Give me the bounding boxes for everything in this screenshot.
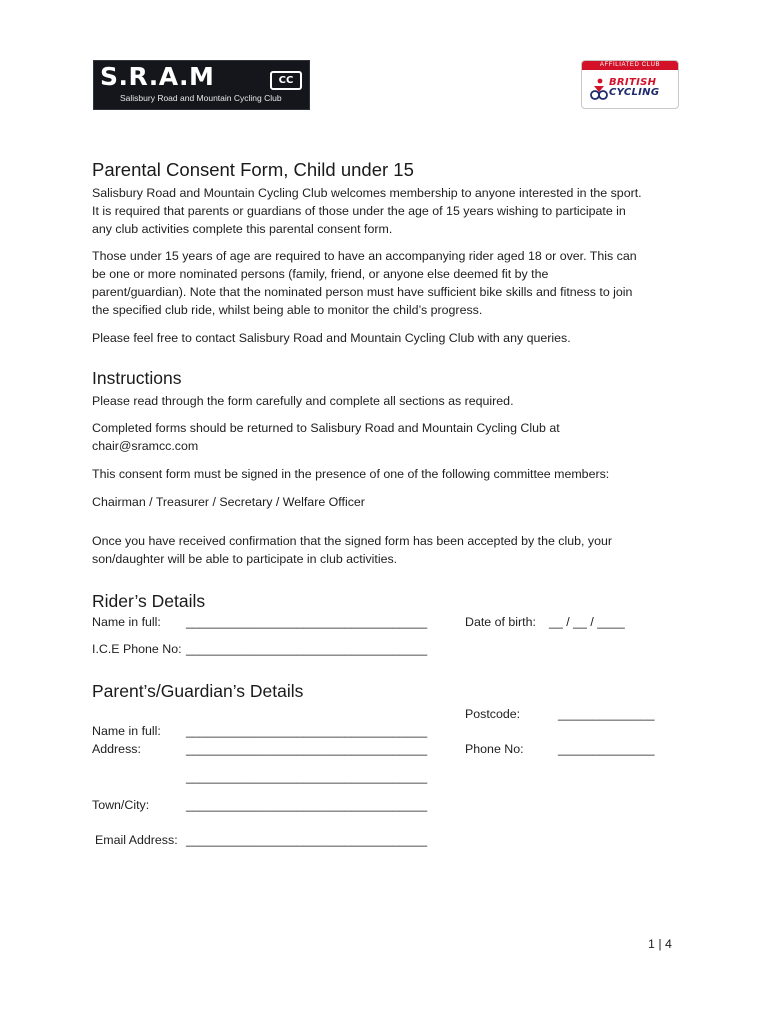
- instructions-line: Please read through the form carefully and complete all sections as required.: [92, 394, 514, 408]
- guardian-details-heading: Parent’s/Guardian’s Details: [92, 681, 304, 701]
- sram-logo-subtitle: Salisbury Road and Mountain Cycling Club: [120, 93, 282, 103]
- instructions-heading: Instructions: [92, 368, 182, 388]
- guardian-phone-field[interactable]: ______________: [558, 742, 655, 756]
- rider-details-heading: Rider’s Details: [92, 591, 206, 611]
- intro-line: any club activities complete this parental consent form.: [92, 222, 393, 236]
- british-cycling-logo: [581, 60, 679, 109]
- contact-email[interactable]: chair@sramcc.com: [92, 439, 199, 453]
- instructions-line: son/daughter will be able to participate in club activities.: [92, 552, 398, 566]
- guardian-address-label: Address:: [92, 742, 141, 756]
- intro-line: parent/guardian). Note that the nominated person must have sufficient bike skills and fitness to join: [92, 285, 633, 299]
- guardian-town-field[interactable]: ___________________________________: [186, 798, 428, 812]
- guardian-name-field[interactable]: ___________________________________: [186, 724, 428, 738]
- sram-logo-cc: CC: [270, 71, 302, 90]
- instructions-line: This consent form must be signed in the presence of one of the following committee members:: [92, 467, 610, 481]
- guardian-phone-label: Phone No:: [465, 742, 524, 756]
- intro-line: It is required that parents or guardians of those under the age of 15 years wishing to participate in: [92, 204, 626, 218]
- sram-logo-letters: S.R.A.M: [100, 62, 215, 91]
- intro-line: be one or more nominated persons (family, friend, or anyone else deemed fit by the: [92, 267, 549, 281]
- british-cycling-line2: CYCLING: [609, 87, 660, 98]
- intro-line: Please feel free to contact Salisbury Road and Mountain Cycling Club with any queries.: [92, 331, 571, 345]
- guardian-name-label: Name in full:: [92, 724, 161, 738]
- guardian-town-label: Town/City:: [92, 798, 150, 812]
- page-number: 1 | 4: [648, 937, 672, 951]
- rider-name-field[interactable]: ___________________________________: [186, 615, 428, 629]
- instructions-line: Completed forms should be returned to Salisbury Road and Mountain Cycling Club at: [92, 421, 560, 435]
- british-cycling-line1: BRITISH: [609, 77, 657, 88]
- guardian-address-field[interactable]: ___________________________________: [186, 742, 428, 756]
- intro-line: the specified club ride, whilst being able to monitor the child’s progress.: [92, 303, 483, 317]
- rider-dob-label: Date of birth:: [465, 615, 536, 629]
- rider-name-label: Name in full:: [92, 615, 161, 629]
- affiliated-club-tag: AFFILIATED CLUB: [582, 61, 678, 70]
- instructions-line: Once you have received confirmation that the signed form has been accepted by the club, your: [92, 534, 613, 548]
- rider-ice-label: I.C.E Phone No:: [92, 642, 182, 656]
- committee-members: Chairman / Treasurer / Secretary / Welfare Officer: [92, 495, 365, 509]
- intro-line: Salisbury Road and Mountain Cycling Club welcomes membership to anyone interested in the sport.: [92, 186, 642, 200]
- guardian-email-field[interactable]: ___________________________________: [186, 833, 428, 847]
- guardian-postcode-label: Postcode:: [465, 707, 521, 721]
- cyclist-icon: [590, 77, 608, 101]
- sram-logo: [93, 60, 310, 110]
- page-title: Parental Consent Form, Child under 15: [92, 159, 414, 180]
- guardian-postcode-field[interactable]: ______________: [558, 707, 655, 721]
- guardian-email-label: Email Address:: [95, 833, 178, 847]
- rider-dob-field[interactable]: __ / __ / ____: [549, 615, 625, 629]
- intro-line: Those under 15 years of age are required to have an accompanying rider aged 18 or over. This can: [92, 249, 637, 263]
- guardian-address-field[interactable]: ___________________________________: [186, 770, 428, 784]
- rider-ice-field[interactable]: ___________________________________: [186, 642, 428, 656]
